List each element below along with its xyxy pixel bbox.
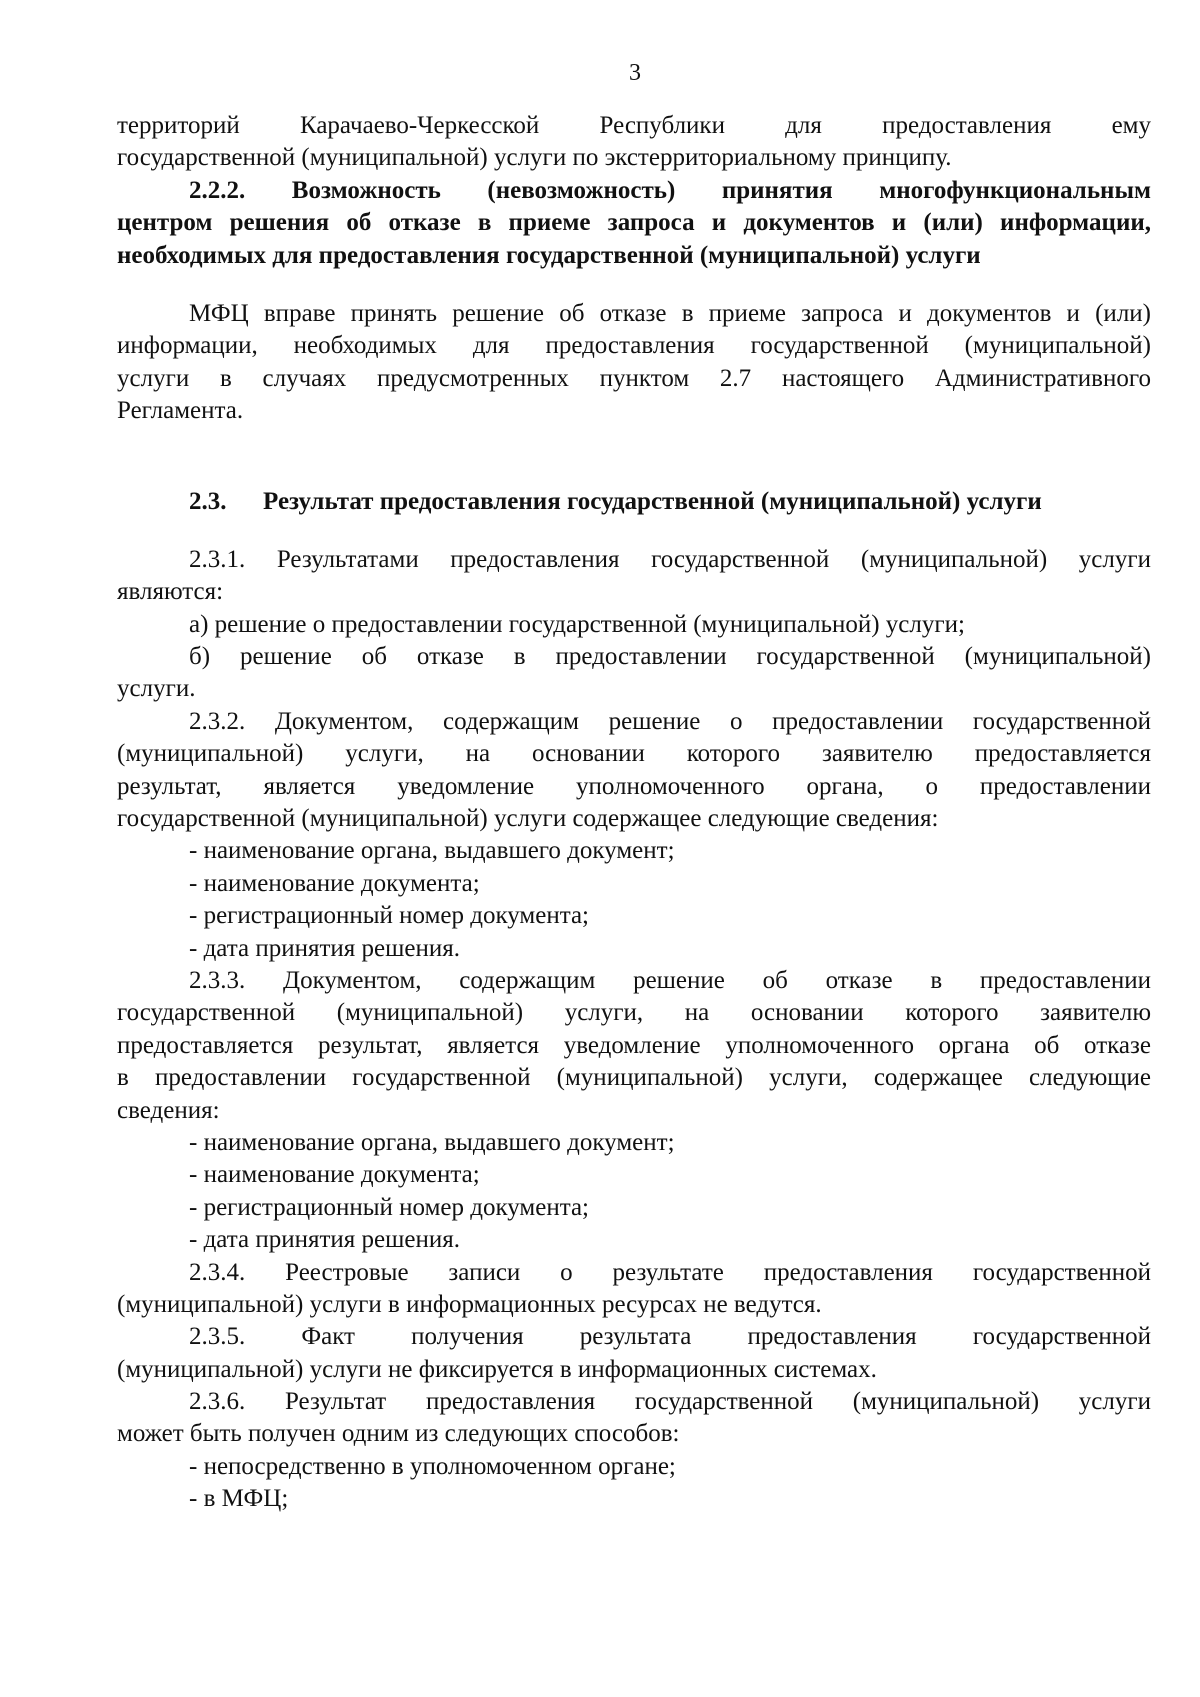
list-item-line: услуги. [117, 675, 196, 703]
paragraph-line: услуги в случаях предусмотренных пунктом 2.7 настоящего Административного [117, 364, 1151, 392]
paragraph-line: государственной (муниципальной) услуги содержащее следующие сведения: [117, 805, 939, 833]
section-title: Результат предоставления государственной (муниципальной) услуги [263, 487, 1042, 515]
paragraph-line: 2.3.5. Факт получения результата предоставления государственной [189, 1323, 1151, 1351]
list-item: - дата принятия решения. [189, 934, 460, 962]
paragraph-line: (муниципальной) услуги в информационных ресурсах не ведутся. [117, 1290, 822, 1318]
paragraph-line: 2.3.6. Результат предоставления государственной (муниципальной) услуги [189, 1388, 1151, 1416]
list-item: - дата принятия решения. [189, 1226, 460, 1254]
list-item: - регистрационный номер документа; [189, 902, 589, 930]
section-heading-2-2-2-line: центром решения об отказе в приеме запроса и документов и (или) информации, [117, 209, 1151, 237]
section-heading-2-3 [117, 486, 1151, 518]
paragraph-line: 2.3.4. Реестровые записи о результате предоставления государственной [189, 1258, 1151, 1286]
paragraph-line: МФЦ вправе принять решение об отказе в приеме запроса и документов и (или) [189, 299, 1151, 327]
text-line: территорий Карачаево-Черкесской Республики для предоставления ему [117, 112, 1151, 139]
section-heading-2-2-2-line: необходимых для предоставления государственной (муниципальной) услуги [117, 241, 981, 269]
list-item: - в МФЦ; [189, 1485, 289, 1513]
list-item: а) решение о предоставлении государственной (муниципальной) услуги; [189, 610, 965, 638]
paragraph-line: сведения: [117, 1096, 220, 1124]
section-number: 2.3. [189, 487, 227, 515]
paragraph-line: являются: [117, 578, 224, 606]
list-item: - наименование органа, выдавшего документ; [189, 1128, 675, 1156]
page-number: 3 [629, 60, 641, 86]
list-item: б) решение об отказе в предоставлении государственной (муниципальной) [189, 643, 1151, 671]
section-heading-2-2-2: 2.2.2. Возможность (невозможность) принятия многофункциональным [189, 176, 1151, 204]
list-item: - наименование документа; [189, 1161, 480, 1189]
paragraph-line: в предоставлении государственной (муниципальной) услуги, содержащее следующие [117, 1064, 1151, 1092]
paragraph-line: 2.3.3. Документом, содержащим решение об отказе в предоставлении [189, 966, 1151, 994]
paragraph-line: может быть получен одним из следующих способов: [117, 1420, 680, 1448]
page-body [117, 110, 1151, 1516]
paragraph-line: (муниципальной) услуги, на основании которого заявителю предоставляется [117, 740, 1151, 768]
paragraph-line: предоставляется результат, является уведомление уполномоченного органа об отказе [117, 1031, 1151, 1059]
paragraph-line: (муниципальной) услуги не фиксируется в информационных системах. [117, 1355, 877, 1383]
paragraph-line: результат, является уведомление уполномоченного органа, о предоставлении [117, 772, 1151, 800]
paragraph-line: информации, необходимых для предоставления государственной (муниципальной) [117, 332, 1151, 360]
paragraph-line: 2.3.2. Документом, содержащим решение о предоставлении государственной [189, 707, 1151, 735]
list-item: - наименование документа; [189, 869, 480, 897]
list-item: - регистрационный номер документа; [189, 1193, 589, 1221]
paragraph-line: 2.3.1. Результатами предоставления государственной (муниципальной) услуги [189, 545, 1151, 573]
list-item: - наименование органа, выдавшего документ; [189, 837, 675, 865]
list-item: - непосредственно в уполномоченном органе; [189, 1452, 676, 1480]
text-line: государственной (муниципальной) услуги по экстерриториальному принципу. [117, 144, 952, 172]
paragraph-line: государственной (муниципальной) услуги, на основании которого заявителю [117, 999, 1151, 1027]
paragraph-line: Регламента. [117, 397, 244, 425]
